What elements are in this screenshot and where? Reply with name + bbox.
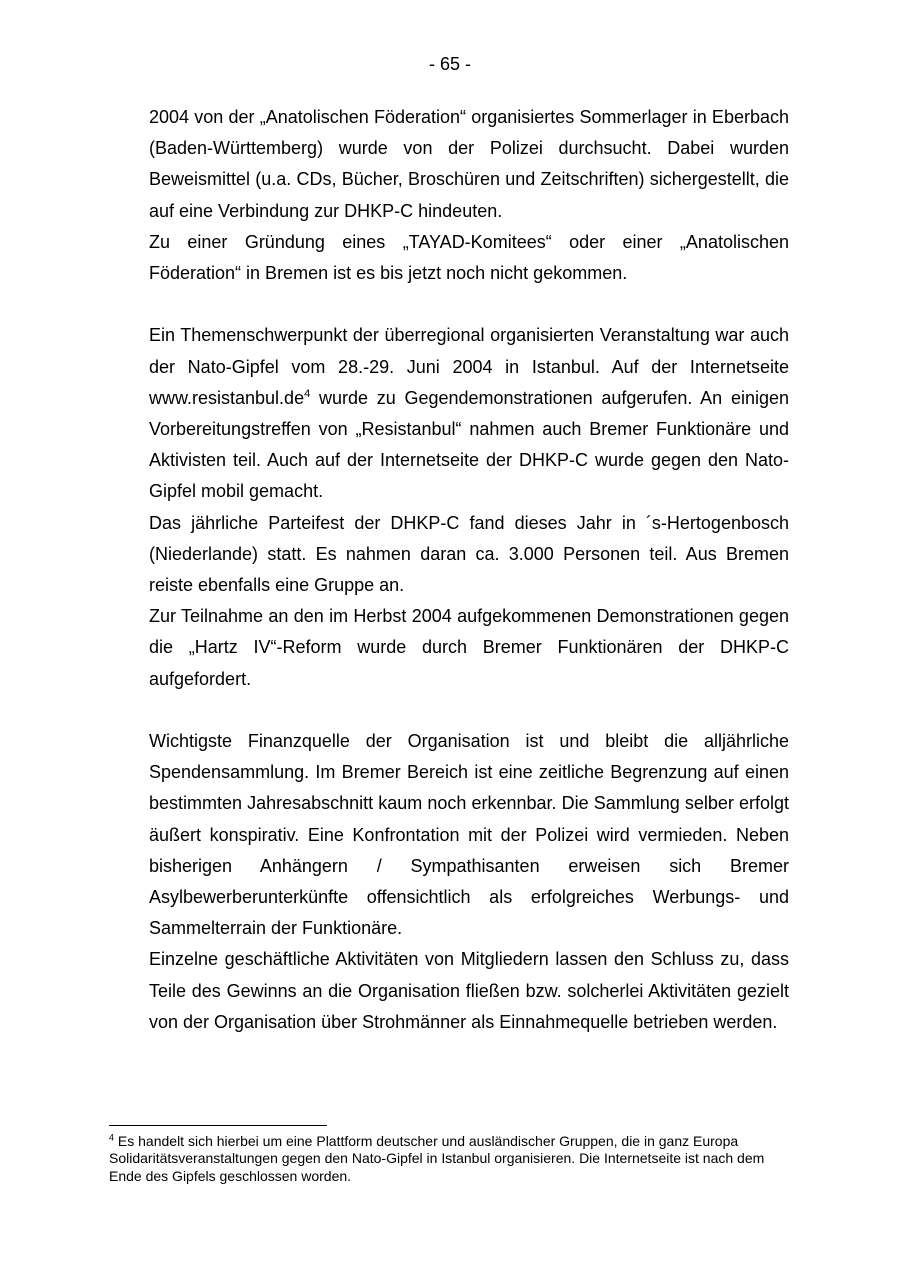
footnote-marker: 4 xyxy=(109,1132,115,1143)
paragraph-finance: Wichtigste Finanzquelle der Organisation ist und bleibt die alljährliche Spendensammlung. Im Bremer Bereich ist eine zeitliche Begrenzung auf einen bestimmten Jahresabschnitt kaum noch erkennbar. Die Sammlung selber erfolgt äußert konspirativ. Eine Konfrontation mit der Polizei wird vermieden. Neben bisherigen Anhängern / Sympathisanten erweisen sich Bremer Asylbewerberunterkünfte offensichtlich als erfolgreiches Werbungs- und Sammelterrain der Funktionäre. xyxy=(149,731,789,939)
nato-summit-text-end: wurde zu Gegendemonstrationen aufgerufen. An einigen Vorbereitungstreffen von „Resistanbul“ nahmen auch Bremer Funktionäre und Aktivisten teil. Auch auf der Internetseite der DHKP-C wurde gegen den Nato-Gipfel mobil gemacht. xyxy=(149,387,789,502)
paragraph-summer-camp: 2004 von der „Anatolischen Föderation“ organisiertes Sommerlager in Eberbach (Baden-Württemberg) wurde von der Polizei durchsucht. Dabei wurden Beweismittel (u.a. CDs, Bücher, Broschüren und Zeitschriften) sichergestellt, die auf eine Verbindung zur DHKP-C hindeuten. xyxy=(149,107,789,221)
paragraph-business-activities: Einzelne geschäftliche Aktivitäten von Mitgliedern lassen den Schluss zu, dass Teile des Gewinns an die Organisation fließen bzw. solcherlei Aktivitäten gezielt von der Organisation über Strohmänner als Einnahmequelle betrieben werden. xyxy=(149,949,789,1032)
footnote-reference: 4 xyxy=(304,387,311,400)
paragraph-tayad-bremen: Zu einer Gründung eines „TAYAD-Komitees“ oder einer „Anatolischen Föderation“ in Bremen ist es bis jetzt noch nicht gekommen. xyxy=(149,231,789,284)
footnote-text: Es handelt sich hierbei um eine Plattform deutscher und ausländischer Gruppen, die in ganz Europa Solidaritätsveranstaltungen gegen den Nato-Gipfel in Istanbul organisieren. Die Internetseite ist nach dem Ende des Gipfels geschlossen worden. xyxy=(109,1133,765,1184)
footnote xyxy=(109,1133,789,1185)
page-number: - 65 - xyxy=(428,54,471,74)
footnote-separator xyxy=(109,1125,327,1126)
paragraph-nato-summit xyxy=(149,320,789,507)
paragraph-hartz-iv: Zur Teilnahme an den im Herbst 2004 aufgekommenen Demonstrationen gegen die „Hartz IV“-Reform wurde durch Bremer Funktionären der DHKP-C aufgefordert. xyxy=(149,606,789,689)
paragraph-party-festival: Das jährliche Parteifest der DHKP-C fand dieses Jahr in ´s-Hertogenbosch (Niederlande) statt. Es nahmen daran ca. 3.000 Personen teil. Aus Bremen reiste ebenfalls eine Gruppe an. xyxy=(149,512,789,596)
body-text xyxy=(149,102,789,1038)
nato-summit-text-start: Ein Themenschwerpunkt der überregional organisierten Veranstaltung war auch der Nato-Gipfel vom 28.-29. Juni 2004 in Istanbul. Auf der Internetseite www.resistanbul.de xyxy=(149,325,789,408)
